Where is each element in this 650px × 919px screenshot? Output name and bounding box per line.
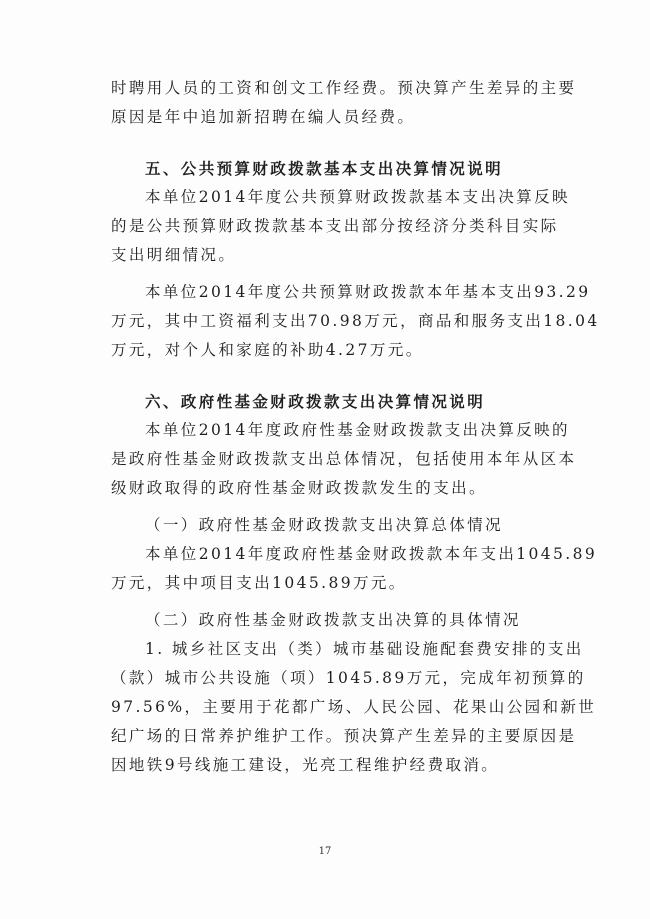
body-text-line: 万元，其中项目支出1045.89万元。: [111, 574, 407, 592]
body-text-line: 的是公共预算财政拨款基本支出部分按经济分类科目实际: [111, 217, 559, 235]
body-text-line: 原因是年中追加新招聘在编人员经费。: [111, 108, 416, 126]
body-text-line: 是政府性基金财政拨款支出总体情况，包括使用本年从区本: [111, 450, 577, 468]
body-text-line: 本单位2014年度公共预算财政拨款基本支出决算反映: [145, 188, 570, 206]
paragraph-gap: [111, 598, 571, 606]
body-text-line: 1. 城乡社区支出（类）城市基础设施配套费安排的支出: [145, 640, 584, 658]
subsection-2-title: （二）政府性基金财政拨款支出决算的具体情况: [145, 611, 521, 629]
document-body: [111, 74, 600, 780]
body-text-line: 本单位2014年度政府性基金财政拨款支出决算反映的: [145, 421, 570, 439]
paragraph-gap: [111, 270, 571, 278]
body-text-line: 纪广场的日常养护维护工作。预决算产生差异的主要原因是: [111, 727, 577, 745]
paragraph-gap: [111, 365, 571, 387]
paragraph-gap: [111, 503, 571, 511]
paragraph-gap: [111, 132, 571, 154]
body-text-line: 97.56%，主要用于花都广场、人民公园、花果山公园和新世: [111, 698, 597, 716]
body-text-line: 因地铁9号线施工建设，光亮工程维护经费取消。: [111, 756, 500, 774]
body-text-line: 级财政取得的政府性基金财政拨款发生的支出。: [111, 479, 487, 497]
body-text-line: 万元，其中工资福利支出70.98万元，商品和服务支出18.04: [111, 312, 600, 330]
subsection-1-title: （一）政府性基金财政拨款支出决算总体情况: [145, 516, 504, 534]
body-text-line: 万元，对个人和家庭的补助4.27万元。: [111, 341, 424, 359]
body-text-line: 支出明细情况。: [111, 246, 237, 264]
body-text-line: 本单位2014年度政府性基金财政拨款本年支出1045.89: [145, 545, 598, 563]
section-5-heading: 五、公共预算财政拨款基本支出决算情况说明: [145, 159, 504, 178]
body-text-line: （款）城市公共设施（项）1045.89万元，完成年初预算的: [111, 669, 586, 687]
section-6-heading: 六、政府性基金财政拨款支出决算情况说明: [145, 392, 486, 411]
body-text-line: 本单位2014年度公共预算财政拨款本年基本支出93.29: [145, 283, 591, 301]
page-number: 17: [318, 846, 332, 857]
body-text-line: 时聘用人员的工资和创文工作经费。预决算产生差异的主要: [111, 79, 577, 97]
